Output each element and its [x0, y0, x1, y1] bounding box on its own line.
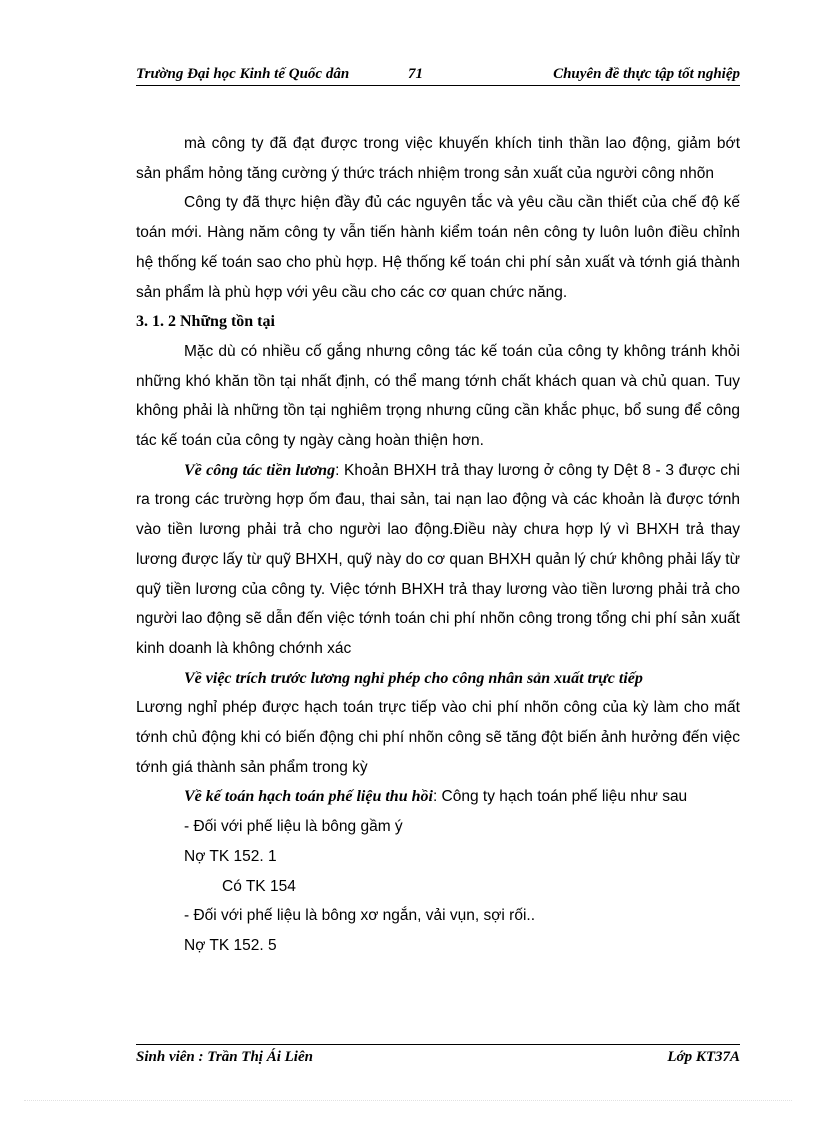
- paragraph-5-label: [136, 664, 740, 694]
- page-header: [136, 64, 740, 86]
- paragraph-6: [136, 782, 740, 812]
- paragraph-4-label: Về công tác tiền lương: [184, 461, 336, 479]
- list-line-5: Nợ TK 152. 5: [184, 936, 277, 954]
- header-school: Trường Đại học Kinh tế Quốc dân: [136, 66, 350, 82]
- list-line-1: - Đối với phế liệu là bông gầm ý: [184, 818, 403, 836]
- header-rule: [136, 85, 740, 86]
- header-page-number: 71: [408, 66, 423, 82]
- list-line-2: Nợ TK 152. 1: [184, 847, 277, 865]
- paragraph-5-label-text: Về việc trích trước lương nghỉ phép cho công nhân sản xuất trực tiếp: [184, 669, 643, 687]
- paragraph-3: Mặc dù có nhiều cố gắng nhưng công tác kế toán của công ty không tránh khỏi những khó khăn tồn tại nhất định, có thể mang tớnh chất khách quan và chủ quan. Tuy không phải là những tồn tại nghiêm trọng nhưng cũng cần khắc phục, bổ sung để công tác kế toán của công ty ngày càng hoàn thiện hơn.: [136, 342, 740, 450]
- page-footer: [136, 1040, 740, 1070]
- section-heading: 3. 1. 2 Những tồn tại: [136, 313, 275, 331]
- footer-student: Sinh viên : Trần Thị Ái Liên: [136, 1049, 313, 1065]
- paragraph-1: mà công ty đã đạt được trong việc khuyến khích tinh thần lao động, giảm bớt sản phẩm hỏng tăng cường ý thức trách nhiệm trong sản xuất của người công nhõn: [136, 135, 740, 182]
- paragraph-6-label: Về kế toán hạch toán phế liệu thu hồi: [184, 788, 433, 806]
- paragraph-6-text: : Công ty hạch toán phế liệu như sau: [432, 788, 688, 806]
- paragraph-4-text: : Khoản BHXH trả thay lương ở công ty Dệt 8 - 3 được chi ra trong các trường hợp ốm đau, thai sản, tai nạn lao động và các khoản là được tớnh vào tiền lương phải trả cho người lao động.Điều này chưa hợp lý vì BHXH trả thay lương được lấy từ quỹ BHXH, quỹ này do cơ quan BHXH quản lý chứ không phải lấy từ quỹ tiền lương của công ty. Việc tớnh BHXH trả thay lương vào tiền lương phải trả cho người lao động sẽ dẫn đến việc tớnh toán chi phí nhõn công trong tổng chi phí sản xuất kinh doanh là không chớnh xác: [136, 461, 741, 657]
- footer-rule: [136, 1044, 740, 1045]
- paragraph-2: Công ty đã thực hiện đầy đủ các nguyên tắc và yêu cầu cần thiết của chế độ kế toán mới. Hàng năm công ty vẫn tiến hành kiểm toán nên công ty luôn luôn điều chỉnh hệ thống kế toán sao cho phù hợp. Hệ thống kế toán chi phí sản xuất và tớnh giá thành sản phẩm là phù hợp với yêu cầu cho các cơ quan chức năng.: [136, 194, 740, 301]
- list-line-4: - Đối với phế liệu là bông xơ ngắn, vải vụn, sợi rối..: [184, 907, 535, 925]
- paragraph-4: [136, 456, 740, 664]
- paragraph-5: Lương nghỉ phép được hạch toán trực tiếp vào chi phí nhõn công của kỳ làm cho mất tớnh chủ động khi có biến động chi phí nhõn công sẽ tăng đột biến ảnh hưởng đến việc tớnh giá thành sản phẩm trong kỳ: [136, 699, 740, 776]
- document-body: [136, 129, 740, 961]
- list-line-3: Có TK 154: [222, 877, 296, 895]
- page-edge-dotted-line: [24, 1100, 792, 1101]
- footer-class: Lớp KT37A: [667, 1049, 740, 1065]
- header-title: Chuyên đề thực tập tốt nghiệp: [553, 66, 740, 82]
